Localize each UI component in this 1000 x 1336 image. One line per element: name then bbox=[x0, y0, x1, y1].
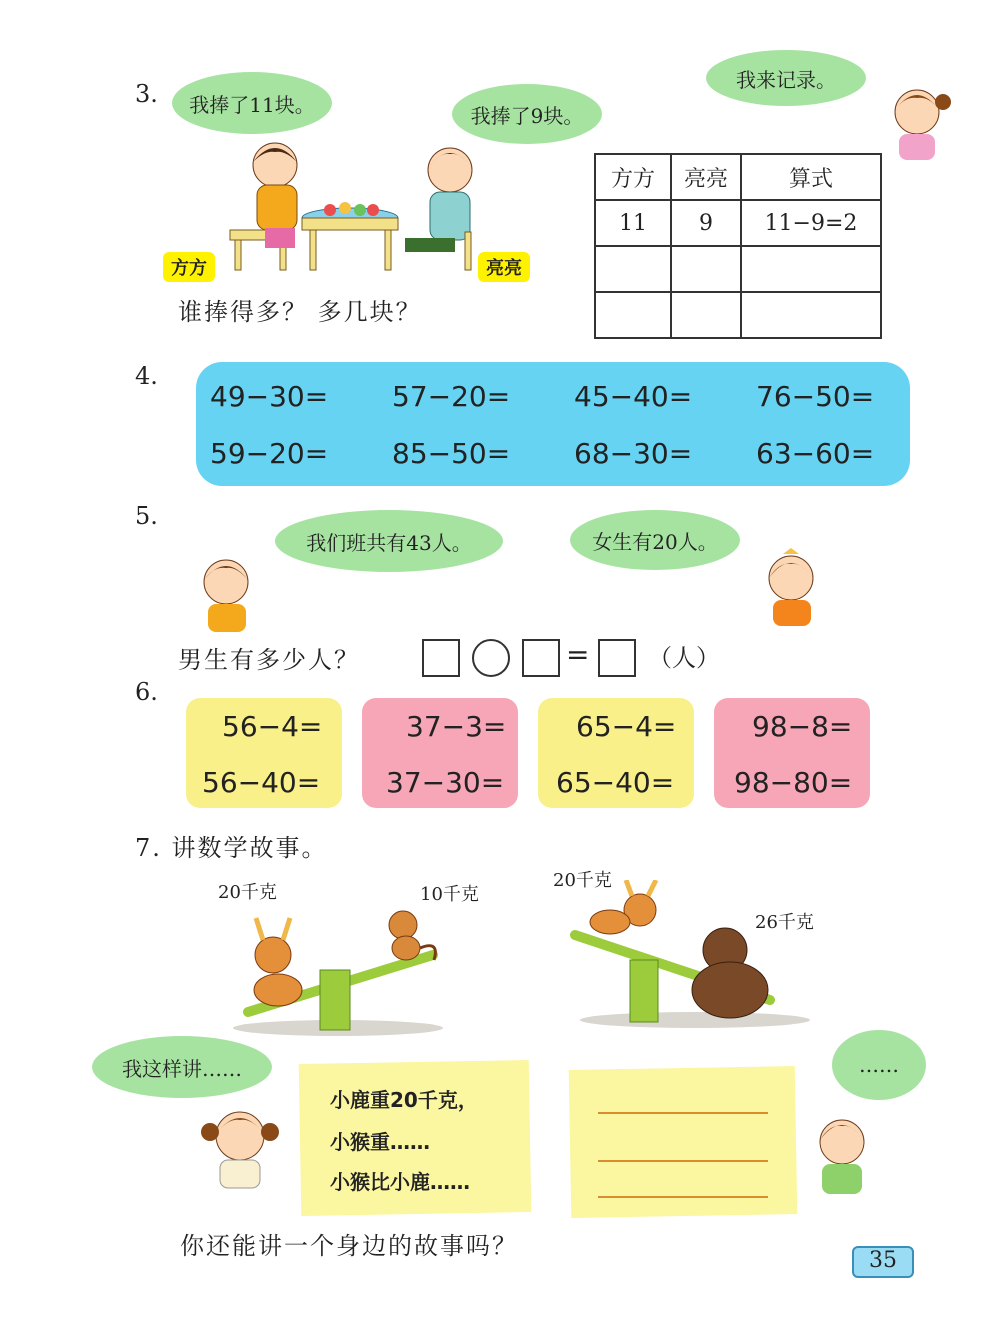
q7-title: 7. 讲数学故事。 bbox=[135, 834, 328, 862]
answer-box-2[interactable] bbox=[522, 639, 560, 677]
table-cell[interactable] bbox=[741, 246, 881, 292]
girl-illustration bbox=[755, 548, 830, 628]
page-number: 35 bbox=[852, 1246, 914, 1278]
weight-label-bear: 26千克 bbox=[755, 912, 814, 933]
table-header: 方方 bbox=[595, 154, 671, 200]
equation: 37−30= bbox=[386, 766, 505, 799]
q3-question: 谁捧得多？ 多几块？ bbox=[178, 298, 422, 326]
speech-text: …… bbox=[859, 1053, 899, 1077]
speech-bubble-fangfang bbox=[172, 72, 332, 134]
speech-bubble-recorder bbox=[706, 50, 866, 106]
table-cell: 11 bbox=[595, 200, 671, 246]
storyteller-girl-illustration bbox=[198, 1104, 284, 1190]
equation: 56−4= bbox=[222, 710, 323, 743]
weight-label-deer-left: 20千克 bbox=[218, 882, 277, 903]
equation: 37−3= bbox=[406, 710, 507, 743]
q5-question: 男生有多少人？ bbox=[178, 646, 360, 674]
story-line: 小猴比小鹿…… bbox=[330, 1170, 470, 1194]
equation: 45−40= bbox=[574, 380, 693, 413]
answer-box-result[interactable] bbox=[598, 639, 636, 677]
table-header-row bbox=[595, 154, 881, 200]
table-cell[interactable] bbox=[671, 246, 741, 292]
story-line: 小猴重…… bbox=[330, 1130, 430, 1154]
seesaw-deer-bear-illustration bbox=[570, 880, 810, 1030]
record-table bbox=[594, 153, 882, 339]
equation: 63−60= bbox=[756, 437, 875, 470]
table-cell: 9 bbox=[671, 200, 741, 246]
recorder-girl-illustration bbox=[885, 82, 955, 162]
tag-liangliang: 亮亮 bbox=[478, 252, 530, 282]
q5-number: 5. bbox=[135, 502, 158, 530]
equation: 98−8= bbox=[752, 710, 853, 743]
speech-text: 我来记录。 bbox=[736, 67, 836, 92]
speech-text: 我们班共有43人。 bbox=[306, 530, 472, 555]
table-row bbox=[595, 292, 881, 338]
weight-label-monkey: 10千克 bbox=[420, 884, 479, 905]
speech-bubble-liangliang bbox=[452, 84, 602, 144]
equals-sign: = bbox=[566, 638, 590, 671]
story-line: 小鹿重20千克， bbox=[330, 1088, 478, 1112]
equation: 76−50= bbox=[756, 380, 875, 413]
table-cell[interactable] bbox=[741, 292, 881, 338]
speech-text: 女生有20人。 bbox=[592, 529, 718, 554]
boy-illustration bbox=[192, 556, 262, 634]
table-cell[interactable] bbox=[595, 292, 671, 338]
table-cell[interactable] bbox=[595, 246, 671, 292]
equation: 56−40= bbox=[202, 766, 321, 799]
tag-fangfang: 方方 bbox=[163, 252, 215, 282]
operator-circle[interactable] bbox=[472, 639, 510, 677]
equation: 57−20= bbox=[392, 380, 511, 413]
unit-label: （人） bbox=[648, 644, 720, 672]
q6-number: 6. bbox=[135, 678, 158, 706]
equation: 98−80= bbox=[734, 766, 853, 799]
equation: 68−30= bbox=[574, 437, 693, 470]
table-row bbox=[595, 246, 881, 292]
equation: 85−50= bbox=[392, 437, 511, 470]
closing-question: 你还能讲一个身边的故事吗？ bbox=[180, 1232, 518, 1260]
q3-number: 3. bbox=[135, 80, 158, 108]
answer-box-1[interactable] bbox=[422, 639, 460, 677]
weight-label-deer-right: 20千克 bbox=[553, 870, 612, 891]
speech-bubble-thinking bbox=[832, 1030, 926, 1100]
speech-text: 我这样讲…… bbox=[122, 1056, 242, 1081]
table-header: 亮亮 bbox=[671, 154, 741, 200]
seesaw-deer-monkey-illustration bbox=[228, 900, 458, 1040]
speech-bubble-girls-count bbox=[570, 510, 740, 570]
table-header: 算式 bbox=[741, 154, 881, 200]
q4-number: 4. bbox=[135, 362, 158, 390]
writing-line[interactable] bbox=[598, 1160, 768, 1162]
equation: 65−40= bbox=[556, 766, 675, 799]
speech-bubble-storyteller bbox=[92, 1036, 272, 1098]
equation: 59−20= bbox=[210, 437, 329, 470]
kids-sharing-illustration bbox=[225, 140, 485, 280]
speech-text: 我捧了11块。 bbox=[189, 92, 315, 117]
speech-bubble-class-total bbox=[275, 510, 503, 572]
writing-line[interactable] bbox=[598, 1112, 768, 1114]
table-cell: 11−9=2 bbox=[741, 200, 881, 246]
writing-line[interactable] bbox=[598, 1196, 768, 1198]
speech-text: 我捧了9块。 bbox=[470, 103, 584, 128]
thinking-boy-illustration bbox=[808, 1112, 876, 1196]
equation: 65−4= bbox=[576, 710, 677, 743]
table-cell[interactable] bbox=[671, 292, 741, 338]
equation: 49−30= bbox=[210, 380, 329, 413]
table-row bbox=[595, 200, 881, 246]
